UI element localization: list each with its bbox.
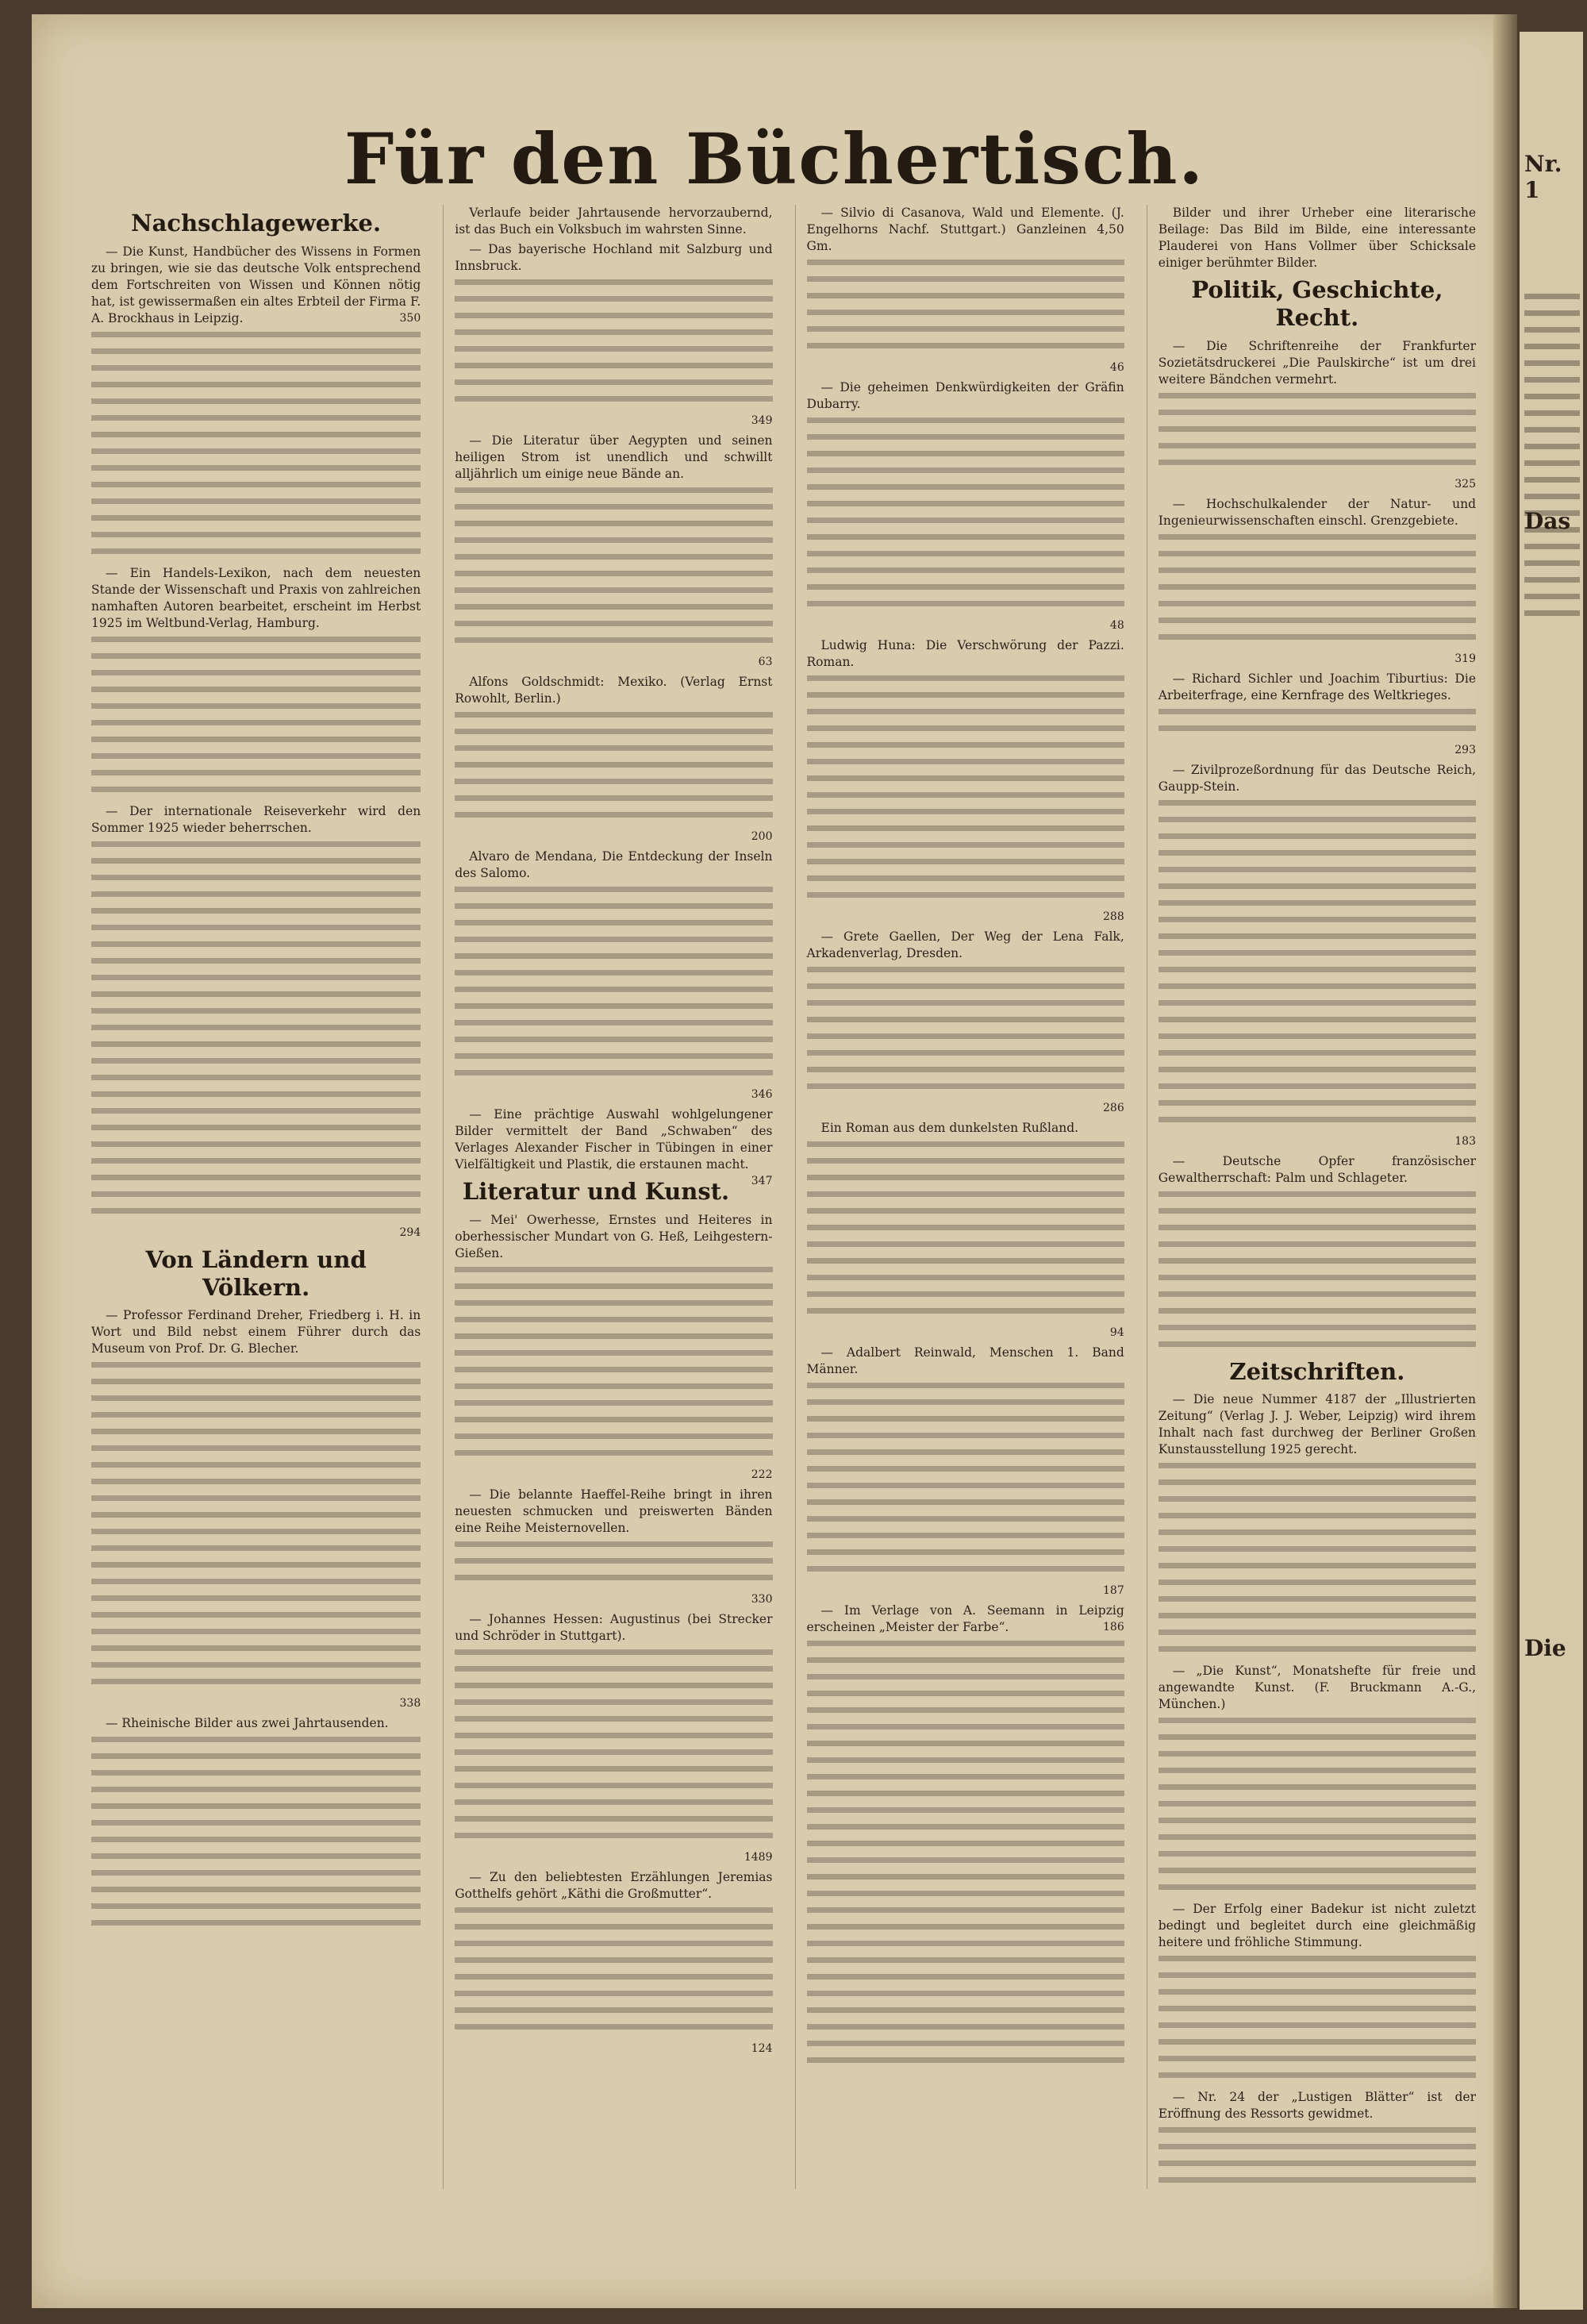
- article-number: 346: [751, 1088, 773, 1101]
- article: [455, 241, 772, 275]
- article: [807, 1120, 1124, 1137]
- article: [91, 244, 421, 327]
- article-text: — Silvio di Casanova, Wald und Elemente. (J. Engelhorns Nachf. Stuttgart.) Ganzleinen 4,50 Gm.: [806, 206, 1124, 253]
- section-heading-laender: Von Ländern und Völkern.: [145, 1245, 367, 1301]
- article: [1159, 1901, 1476, 1951]
- article: [455, 1849, 772, 1866]
- column-2: [443, 205, 772, 2189]
- article: [1159, 742, 1476, 759]
- article-number: 347: [751, 1175, 773, 1187]
- article-text: Verlaufe beider Jahrtausende hervorzaubernd, ist das Buch ein Volksbuch im wahrsten Sinne.: [455, 206, 773, 237]
- text-block: [1159, 393, 1476, 465]
- text-block: [1159, 709, 1476, 731]
- article: [91, 1225, 421, 1241]
- article: [455, 1212, 772, 1262]
- article: [91, 1715, 421, 1732]
- article: [807, 379, 1124, 413]
- article: [455, 1106, 773, 1187]
- text-block: [807, 967, 1124, 1089]
- article: [455, 848, 772, 882]
- text-block: [455, 1267, 772, 1456]
- article: [807, 1603, 1124, 1636]
- article-text: Alvaro de Mendana, Die Entdeckung der Inseln des Salomo.: [455, 849, 773, 880]
- text-block: [91, 1737, 421, 1926]
- text-block: [91, 332, 421, 554]
- article: [807, 1325, 1124, 1341]
- article: [807, 1100, 1124, 1117]
- article: [91, 565, 421, 632]
- section-heading-literatur: Literatur und Kunst.: [462, 1178, 730, 1205]
- article: [807, 1583, 1124, 1599]
- text-block: [1159, 1191, 1476, 1347]
- article-text: — Die belannte Haeffel-Reihe bringt in ihren neuesten schmucken und preiswerten Bänden eine Reihe Meisternovellen.: [455, 1487, 773, 1535]
- text-block: [455, 487, 772, 643]
- article-text: — Mei' Owerhesse, Ernstes und Heiteres in oberhessischer Mundart von G. Heß, Leihgestern-Gießen.: [455, 1212, 773, 1260]
- article: [455, 1487, 772, 1537]
- article: [1159, 2089, 1476, 2122]
- article: [1159, 671, 1476, 704]
- article-text: — Der Erfolg einer Badekur ist nicht zuletzt bedingt und begleitet durch eine gleichmäßig heitere und fröhliche Stimmung.: [1158, 1902, 1476, 1950]
- article: [1159, 762, 1476, 795]
- article-text: — Hochschulkalender der Natur- und Ingenieurwissenschaften einschl. Grenzgebiete.: [1158, 496, 1476, 528]
- article-number: 183: [1454, 1134, 1476, 1148]
- adjacent-page-edge: [1520, 32, 1583, 2310]
- article: [1159, 1153, 1476, 1187]
- article-number: 293: [1454, 743, 1476, 756]
- article-number: 330: [751, 1592, 773, 1606]
- article-text: — Der internationale Reiseverkehr wird den Sommer 1925 wieder beherrschen.: [91, 803, 421, 835]
- article-text: Bilder und ihrer Urheber eine literarische Beilage: Das Bild im Bilde, eine interessante Plauderei von Hans Vollmer über Schicksale einiger berühmter Bilder.: [1158, 206, 1476, 270]
- article-text: — Das bayerische Hochland mit Salzburg und Innsbruck.: [455, 242, 773, 273]
- article-number: 48: [1109, 619, 1124, 632]
- text-block: [455, 1649, 772, 1838]
- article-text: — Adalbert Reinwald, Menschen 1. Band Männer.: [806, 1345, 1124, 1376]
- article-number: 186: [1103, 1621, 1124, 1633]
- article-number: 294: [399, 1225, 421, 1239]
- section-heading-nachschlagewerke: Nachschlagewerke.: [131, 210, 382, 237]
- text-block: [807, 1383, 1124, 1572]
- article-text: — Zu den beliebtesten Erzählungen Jeremias Gotthelfs gehört „Käthi die Großmutter“.: [455, 1869, 773, 1901]
- article-text: — Eine prächtige Auswahl wohlgelungener Bilder vermittelt der Band „Schwaben“ des Verlages Alexander Fischer in Tübingen in einer Vielfältigkeit und Plastik, die erstaunen macht.: [455, 1107, 773, 1172]
- text-block: [807, 417, 1124, 606]
- article: [455, 413, 772, 429]
- article: [807, 1345, 1124, 1378]
- text-block: [1159, 800, 1476, 1122]
- article: [455, 205, 772, 238]
- article-number: 325: [1454, 477, 1476, 491]
- article-columns: [91, 205, 1476, 2189]
- text-block: [91, 1362, 421, 1684]
- text-block: [91, 841, 421, 1214]
- text-block: [1159, 534, 1476, 640]
- section-heading-zeitschriften: Zeitschriften.: [1229, 1357, 1405, 1385]
- article-number: 286: [1103, 1102, 1124, 1114]
- article-number: 94: [1109, 1326, 1124, 1339]
- article: [455, 1467, 772, 1483]
- text-block: [455, 712, 772, 818]
- text-block: [455, 1541, 772, 1580]
- text-block: [807, 1641, 1124, 2063]
- article-text: Ludwig Huna: Die Verschwörung der Pazzi. Roman.: [806, 638, 1124, 669]
- article: [807, 205, 1124, 255]
- article-number: 222: [751, 1468, 773, 1481]
- section-heading-politik: Politik, Geschichte, Recht.: [1191, 276, 1443, 331]
- article: [91, 803, 421, 837]
- page-title: Für den Büchertisch.: [344, 117, 1205, 200]
- article-text: — Die Schriftenreihe der Frankfurter Sozietätsdruckerei „Die Paulskirche“ ist um drei weitere Bändchen vermehrt.: [1158, 338, 1476, 387]
- article-number: 288: [1103, 910, 1124, 923]
- text-block: [455, 1907, 772, 2030]
- article-text: — Die Literatur über Aegypten und seinen heiligen Strom ist unendlich und schwillt alljährlich um einige neue Bände an.: [455, 433, 773, 481]
- article: [455, 674, 772, 707]
- article-number: 349: [751, 414, 773, 427]
- article-text: — Grete Gaellen, Der Weg der Lena Falk, Arkadenverlag, Dresden.: [806, 929, 1124, 960]
- article-text: — Ein Handels-Lexikon, nach dem neuesten Stande der Wissenschaft und Praxis von zahlreichen namhaften Autoren bearbeitet, erscheint im Herbst 1925 im Weltbund-Verlag, Hamburg.: [91, 565, 421, 630]
- article: [455, 433, 772, 483]
- text-block: [807, 1141, 1124, 1314]
- article: [455, 2041, 772, 2057]
- article-text: — Rheinische Bilder aus zwei Jahrtausenden.: [106, 1716, 389, 1731]
- adjacent-page-fragment: Die: [1524, 1635, 1566, 1661]
- article-number: 124: [751, 2041, 773, 2055]
- article: [455, 829, 772, 845]
- text-block: [1159, 1718, 1476, 1890]
- text-block: [1159, 1463, 1476, 1652]
- article: [1159, 205, 1476, 271]
- article: [91, 1695, 421, 1712]
- article-number: 319: [1454, 652, 1476, 665]
- text-block: [1159, 2127, 1476, 2183]
- article-number: 1489: [744, 1850, 773, 1864]
- adjacent-page-fragment: Das: [1524, 508, 1571, 534]
- article-text: — Die geheimen Denkwürdigkeiten der Gräfin Dubarry.: [806, 380, 1124, 411]
- article-text: Ein Roman aus dem dunkelsten Rußland.: [820, 1121, 1079, 1135]
- article: [455, 1087, 772, 1103]
- column-3: [795, 205, 1124, 2189]
- article-number: 200: [751, 830, 773, 843]
- article: [455, 654, 772, 671]
- article: [807, 360, 1124, 376]
- article-text: — Johannes Hessen: Augustinus (bei Strecker und Schröder in Stuttgart).: [455, 1611, 773, 1643]
- article: [1159, 496, 1476, 529]
- article: [807, 637, 1124, 671]
- text-block: [455, 279, 772, 402]
- article: [807, 618, 1124, 634]
- adjacent-page-fragment: Nr. 1: [1524, 151, 1562, 203]
- article: [1159, 1663, 1476, 1713]
- article-text: — Zivilprozeßordnung für das Deutsche Reich, Gaupp-Stein.: [1158, 762, 1476, 794]
- article-text: — „Die Kunst“, Monatshefte für freie und angewandte Kunst. (F. Bruckmann A.-G., München.): [1158, 1664, 1476, 1712]
- article-text: Alfons Goldschmidt: Mexiko. (Verlag Ernst Rowohlt, Berlin.): [455, 675, 773, 706]
- article-text: — Richard Sichler und Joachim Tiburtius: Die Arbeiterfrage, eine Kernfrage des Weltkrieges.: [1158, 671, 1476, 702]
- text-block: [455, 887, 772, 1075]
- article-number: 338: [399, 1697, 421, 1710]
- article: [1159, 338, 1476, 388]
- article: [1159, 476, 1476, 493]
- adjacent-page-text: [1524, 294, 1580, 627]
- article: [807, 909, 1124, 925]
- article: [455, 1591, 772, 1608]
- article-number: 350: [399, 311, 421, 325]
- article-text: — Nr. 24 der „Lustigen Blätter“ ist der Eröffnung des Ressorts gewidmet.: [1158, 2090, 1476, 2122]
- text-block: [807, 675, 1124, 898]
- article: [1159, 1391, 1476, 1458]
- article-text: — Die Kunst, Handbücher des Wissens in Formen zu bringen, wie sie das deutsche Volk entsprechend dem Fortschreiten von Wissen und Können nötig hat, ist gewissermaßen ein altes Erbteil der Firma F. A. Brockhaus in Leipzig.: [91, 244, 421, 325]
- article-number: 187: [1103, 1584, 1124, 1597]
- article-text: — Im Verlage von A. Seemann in Leipzig erscheinen „Meister der Farbe“.: [806, 1603, 1124, 1634]
- article: [807, 929, 1124, 962]
- article-text: — Deutsche Opfer französischer Gewaltherrschaft: Palm und Schlageter.: [1158, 1153, 1476, 1185]
- article-number: 46: [1109, 361, 1124, 374]
- column-1: [91, 205, 421, 2189]
- article-text: — Die neue Nummer 4187 der „Illustrierten Zeitung“ (Verlag J. J. Weber, Leipzig) wird ihrem Inhalt nach fast durchweg der Berliner Großen Kunstausstellung 1925 gerecht.: [1158, 1392, 1476, 1457]
- article: [1159, 1133, 1476, 1150]
- text-block: [807, 260, 1124, 348]
- column-4: [1147, 205, 1476, 2189]
- article: [455, 1611, 772, 1645]
- text-block: [1159, 1956, 1476, 2078]
- article: [91, 1307, 421, 1357]
- text-block: [91, 637, 421, 792]
- article: [455, 1869, 772, 1903]
- newspaper-page: [32, 14, 1517, 2308]
- article: [1159, 651, 1476, 668]
- book-gutter: [1493, 14, 1517, 2308]
- article-text: — Professor Ferdinand Dreher, Friedberg i. H. in Wort und Bild nebst einem Führer durch das Museum von Prof. Dr. G. Blecher.: [91, 1308, 421, 1356]
- article-number: 63: [758, 656, 773, 668]
